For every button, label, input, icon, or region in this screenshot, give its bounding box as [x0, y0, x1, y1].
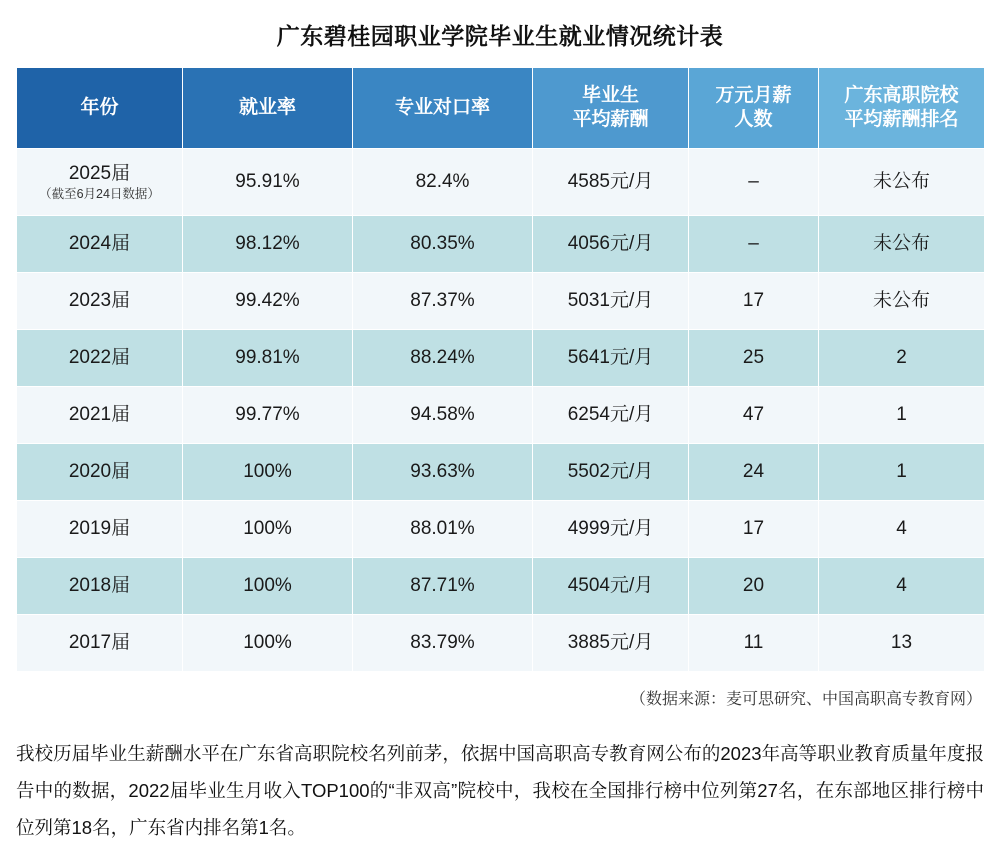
cell-employment-rate: 98.12%: [183, 216, 353, 273]
column-header-year: 年份: [17, 68, 183, 149]
year-label: 2017届: [68, 632, 131, 654]
cell-major-match-rate: 87.71%: [353, 558, 533, 615]
cell-high-salary-count: 20: [689, 558, 819, 615]
table-row: [17, 273, 985, 330]
cell-avg-salary: 6254元/月: [533, 387, 689, 444]
high-salary-line1: 万元月薪: [715, 85, 792, 107]
column-header-employment-rate: 就业率: [183, 68, 353, 149]
cell-major-match-rate: 80.35%: [353, 216, 533, 273]
table-body: [17, 149, 985, 672]
cell-salary-rank: 未公布: [819, 216, 985, 273]
cell-high-salary-count: 25: [689, 330, 819, 387]
table-row: [17, 387, 985, 444]
year-label: 2021届: [68, 404, 131, 426]
body-paragraph: 我校历届毕业生薪酬水平在广东省高职院校名列前茅，依据中国高职高专教育网公布的2023年高等职业教育质量年度报告中的数据，2022届毕业生月收入TOP100的“非双高”院校中，我校在全国排行榜中位列第27名，在东部地区排行榜中位列第18名，广东省内排名第1名。: [16, 743, 984, 838]
cell-avg-salary: 5502元/月: [533, 444, 689, 501]
header-row: [17, 68, 985, 149]
graduate-employment-table: [16, 67, 985, 672]
cell-year: [17, 216, 183, 273]
cell-employment-rate: 100%: [183, 558, 353, 615]
avg-salary-line1: 毕业生: [581, 85, 639, 107]
table-header: [17, 68, 985, 149]
cell-employment-rate: 99.81%: [183, 330, 353, 387]
cell-year: [17, 444, 183, 501]
cell-year: [17, 149, 183, 216]
cell-major-match-rate: 83.79%: [353, 615, 533, 672]
cell-year: [17, 558, 183, 615]
table-row: [17, 330, 985, 387]
cell-salary-rank: 2: [819, 330, 985, 387]
cell-salary-rank: 未公布: [819, 273, 985, 330]
cell-high-salary-count: 17: [689, 501, 819, 558]
year-sublabel: （截至6月24日数据）: [39, 186, 160, 201]
cell-high-salary-count: 11: [689, 615, 819, 672]
high-salary-line2: 人数: [734, 109, 773, 130]
cell-high-salary-count: 17: [689, 273, 819, 330]
cell-major-match-rate: 94.58%: [353, 387, 533, 444]
year-label: 2024届: [68, 233, 131, 255]
cell-salary-rank: 13: [819, 615, 985, 672]
cell-year: [17, 330, 183, 387]
cell-salary-rank: 1: [819, 387, 985, 444]
cell-employment-rate: 99.77%: [183, 387, 353, 444]
cell-year: [17, 501, 183, 558]
cell-employment-rate: 100%: [183, 501, 353, 558]
cell-salary-rank: 4: [819, 558, 985, 615]
stats-table-container: [16, 67, 984, 672]
cell-major-match-rate: 88.24%: [353, 330, 533, 387]
page-title: 广东碧桂园职业学院毕业生就业情况统计表: [276, 23, 724, 49]
cell-salary-rank: 4: [819, 501, 985, 558]
cell-salary-rank: 1: [819, 444, 985, 501]
cell-avg-salary: 5031元/月: [533, 273, 689, 330]
cell-avg-salary: 3885元/月: [533, 615, 689, 672]
table-row: [17, 558, 985, 615]
cell-avg-salary: 4999元/月: [533, 501, 689, 558]
table-row: [17, 444, 985, 501]
year-label: 2025届: [68, 162, 131, 184]
salary-rank-line1: 广东高职院校: [844, 85, 959, 107]
cell-avg-salary: 4585元/月: [533, 149, 689, 216]
column-header-major-match-rate: 专业对口率: [353, 68, 533, 149]
cell-high-salary-count: –: [689, 216, 819, 273]
cell-employment-rate: 95.91%: [183, 149, 353, 216]
cell-employment-rate: 100%: [183, 615, 353, 672]
cell-year: [17, 387, 183, 444]
cell-avg-salary: 5641元/月: [533, 330, 689, 387]
cell-major-match-rate: 87.37%: [353, 273, 533, 330]
table-row: [17, 501, 985, 558]
table-row: [17, 149, 985, 216]
cell-major-match-rate: 88.01%: [353, 501, 533, 558]
cell-avg-salary: 4056元/月: [533, 216, 689, 273]
table-row: [17, 216, 985, 273]
cell-employment-rate: 100%: [183, 444, 353, 501]
cell-year: [17, 615, 183, 672]
year-label: 2023届: [68, 290, 131, 312]
year-label: 2022届: [68, 347, 131, 369]
cell-major-match-rate: 82.4%: [353, 149, 533, 216]
year-label: 2020届: [68, 461, 131, 483]
salary-rank-line2: 平均薪酬排名: [844, 109, 959, 130]
column-header-avg-salary: [533, 68, 689, 149]
cell-major-match-rate: 93.63%: [353, 444, 533, 501]
table-row: [17, 615, 985, 672]
cell-year: [17, 273, 183, 330]
column-header-salary-rank: [819, 68, 985, 149]
cell-high-salary-count: 47: [689, 387, 819, 444]
cell-employment-rate: 99.42%: [183, 273, 353, 330]
column-header-high-salary-count: [689, 68, 819, 149]
avg-salary-line2: 平均薪酬: [572, 109, 649, 130]
cell-high-salary-count: –: [689, 149, 819, 216]
cell-avg-salary: 4504元/月: [533, 558, 689, 615]
cell-high-salary-count: 24: [689, 444, 819, 501]
year-label: 2019届: [68, 518, 131, 540]
data-source-note: （数据来源：麦可思研究、中国高职高专教育网）: [629, 691, 982, 708]
year-label: 2018届: [68, 575, 131, 597]
cell-salary-rank: 未公布: [819, 149, 985, 216]
